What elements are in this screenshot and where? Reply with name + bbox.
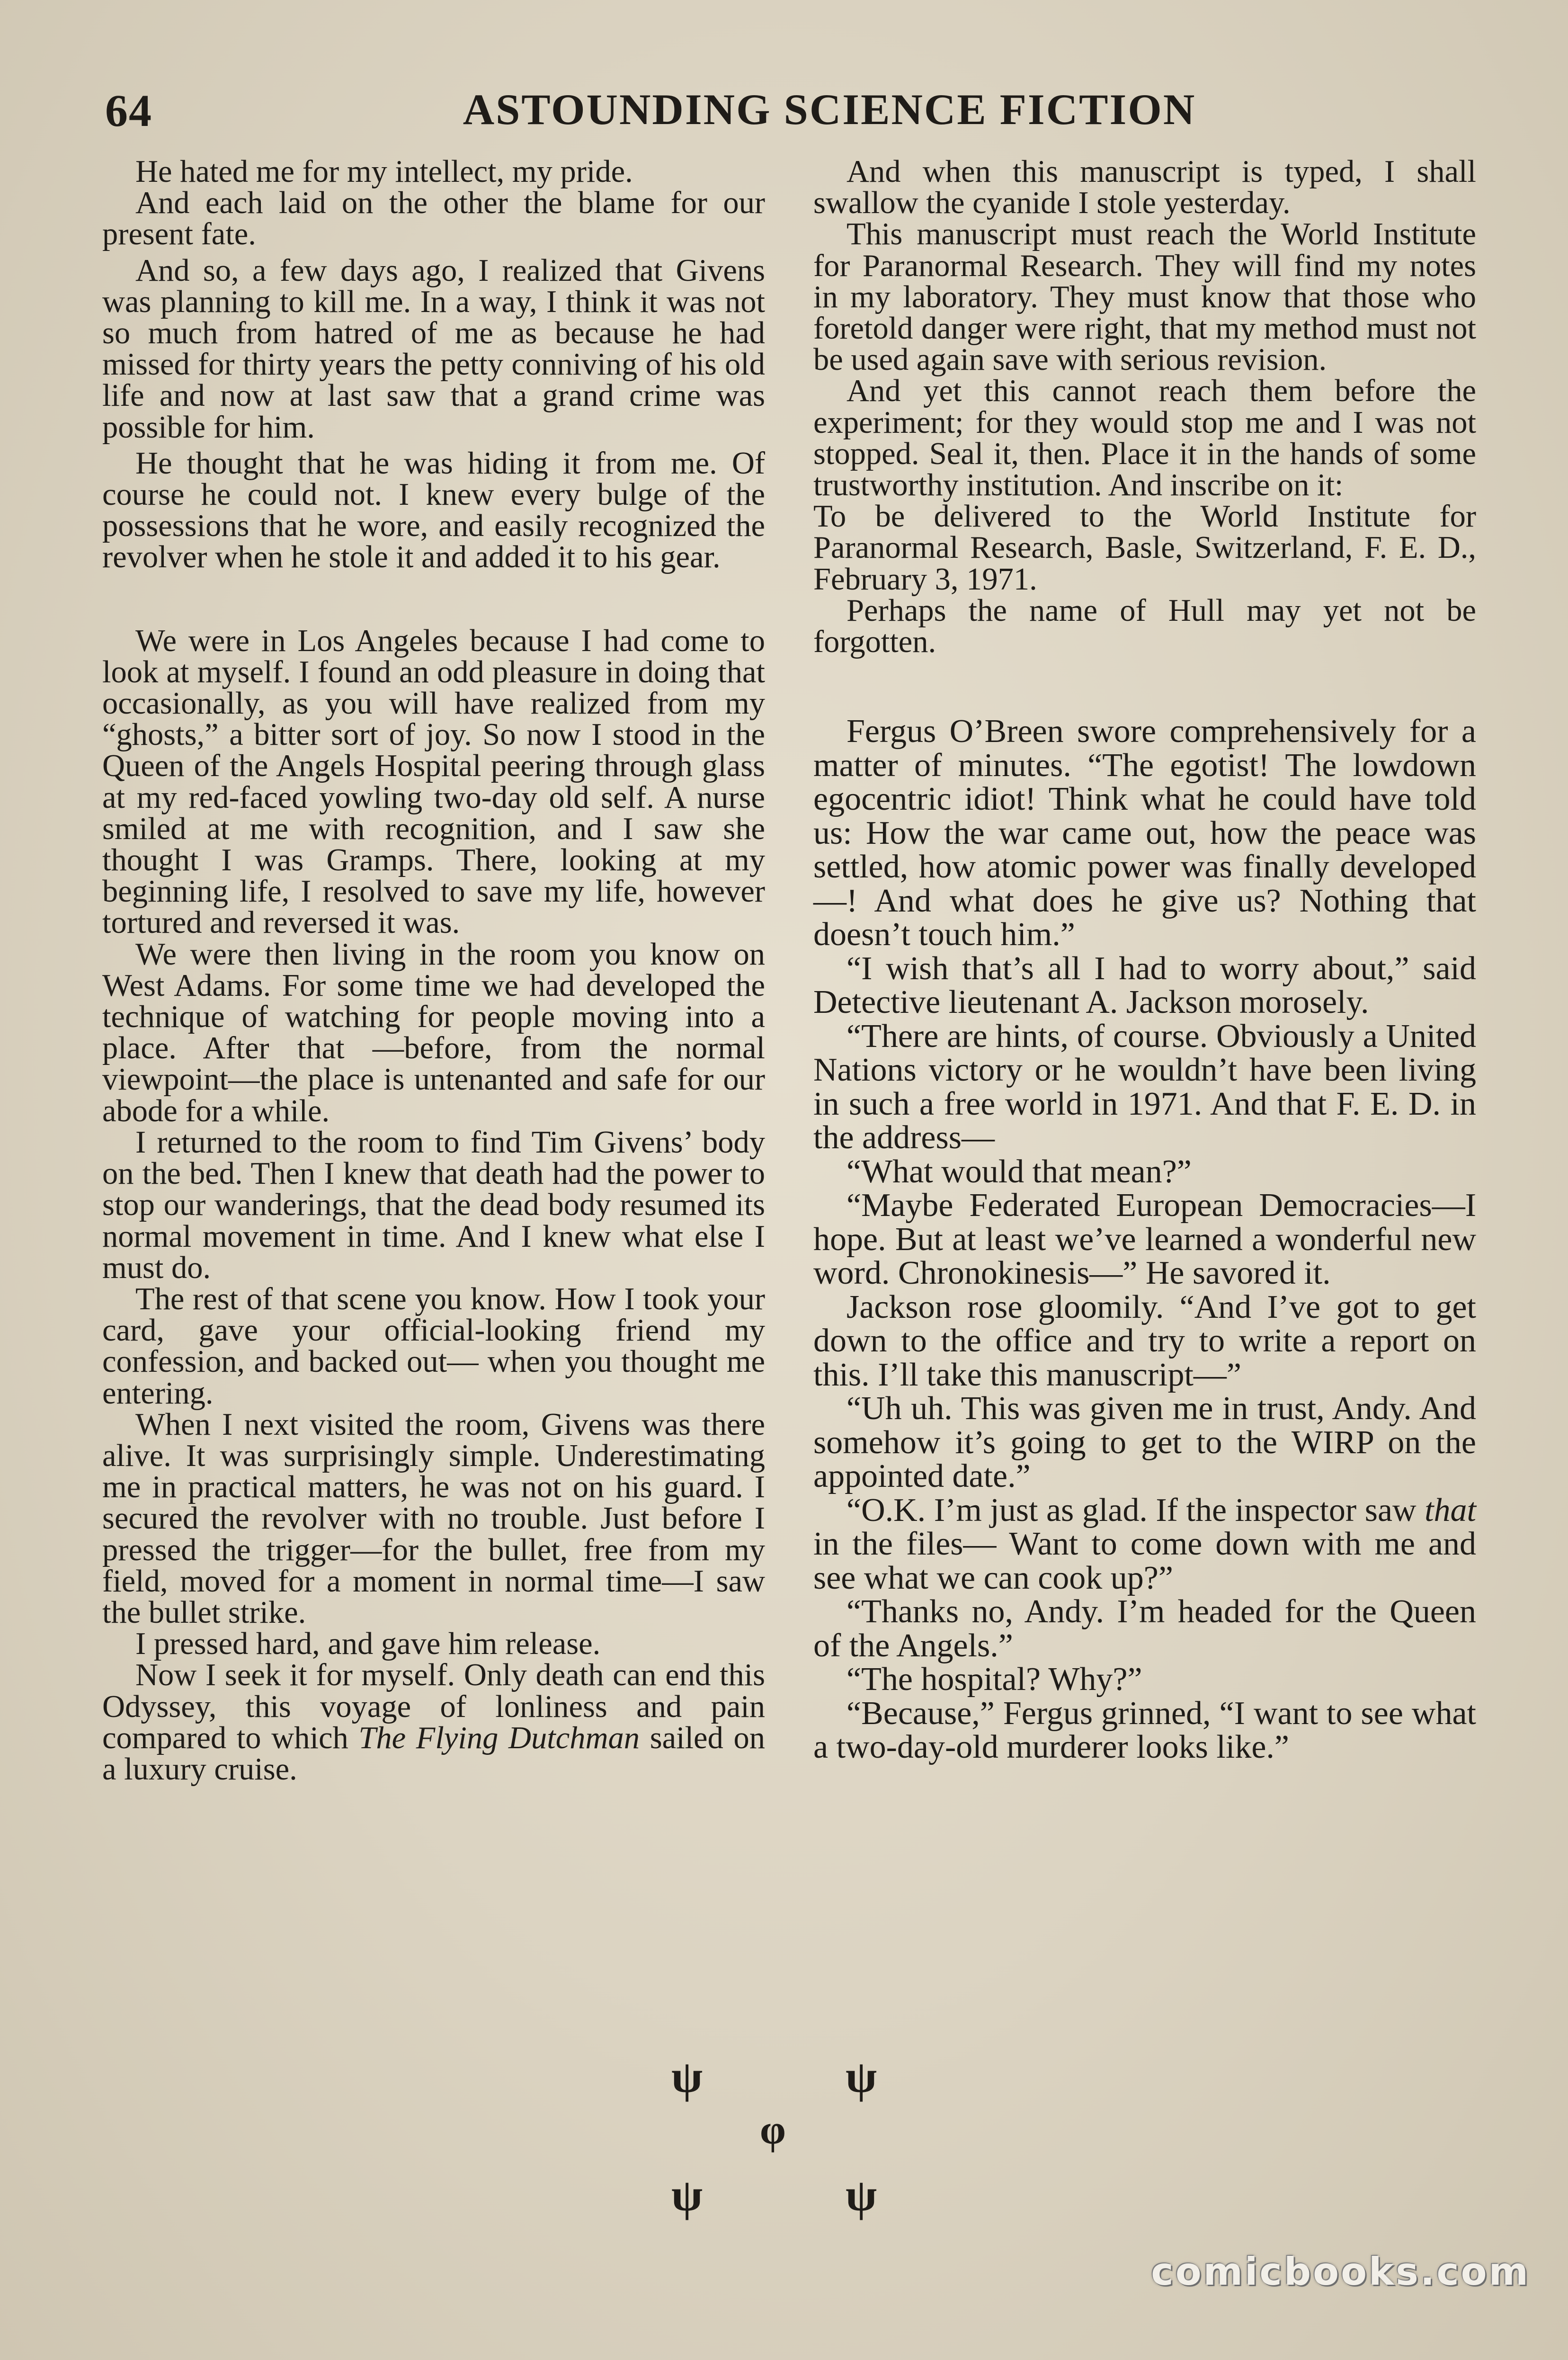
paragraph: Fergus O’Breen swore comprehensively for a matter of minutes. “The egotist! The lowdown egocentric idiot! Think what he could have told us: How the war came out, how the peace was settled, how atomic power was finally developed—! And what does he give us? Nothing that doesn’t touch him.” <box>813 713 1476 953</box>
italic-word: that <box>1425 1492 1476 1529</box>
paragraph: “There are hints, of course. Obviously a United Nations victory or he wouldn’t have been living in such a free world in 1971. And that F. E. D. in the address— <box>813 1018 1476 1156</box>
paragraph: “The hospital? Why?” <box>846 1661 1142 1698</box>
paragraph: I pressed hard, and gave him release. <box>135 1627 601 1662</box>
paragraph <box>102 1660 765 1785</box>
end-ornament <box>615 2050 947 2240</box>
italic-title: The Flying Dutchman <box>358 1720 640 1755</box>
paragraph: And each laid on the other the blame for our present fate. <box>102 186 765 252</box>
watermark: comicbooks.com <box>1151 2250 1530 2294</box>
page-header <box>105 71 1488 137</box>
ornament-psi-icon: ψ <box>846 2170 877 2220</box>
inscription: To be delivered to the World Institute for Paranormal Research, Basle, Switzerland, F. E. D., February 3, 1971. <box>813 499 1476 597</box>
paragraph-text: Now I seek it for myself. Only death can end this Odyssey, this voyage of lonliness and pain compared to which <box>102 1658 765 1755</box>
paragraph: “I wish that’s all I had to worry about,” said Detective lieutenant A. Jackson morosely. <box>813 950 1476 1021</box>
right-column <box>813 156 1476 1764</box>
paragraph: And when this manuscript is typed, I shall swallow the cyanide I stole yesterday. <box>813 154 1476 221</box>
ornament-psi-icon: ψ <box>671 2170 703 2220</box>
paragraph <box>813 1493 1476 1595</box>
paragraph: Jackson rose gloomily. “And I’ve got to get down to the office and try to write a report on this. I’ll take this manuscript—” <box>813 1288 1476 1393</box>
paragraph: Perhaps the name of Hull may yet not be forgotten. <box>813 593 1476 660</box>
left-column <box>102 156 765 1785</box>
ornament-psi-icon: ψ <box>846 2051 877 2102</box>
paragraph: We were then living in the room you know on West Adams. For some time we had developed the technique of watching for people moving into a place. After that —before, from the normal viewpoint—the place is untenanted and safe for our abode for a while. <box>102 937 765 1128</box>
paragraph: “Uh uh. This was given me in trust, Andy. And somehow it’s going to get to the WIRP on the appointed date.” <box>813 1390 1476 1495</box>
paragraph: And so, a few days ago, I realized that Givens was planning to kill me. In a way, I think it was not so much from hatred of me as because he had missed for thirty years the petty conniving of his old life and now at last saw that a grand crime was possible for him. <box>102 253 765 445</box>
running-head: ASTOUNDING SCIENCE FICTION <box>463 85 1196 134</box>
paragraph-text: “O.K. I’m just as glad. If the inspector saw <box>846 1492 1425 1529</box>
ornament-psi-icon: ψ <box>671 2051 703 2102</box>
paragraph: And yet this cannot reach them before the experiment; for they would stop me and I was not stopped. Seal it, then. Place it in the hands of some trustworthy institution. And inscribe on it: <box>813 374 1476 503</box>
paragraph-text: sailed on a luxury cruise. <box>102 1720 765 1787</box>
paragraph: When I next visited the room, Givens was there alive. It was surprisingly simple. Underestimating me in practical matters, he was not on his guard. I secured the revolver with no trouble. Just before I pressed the trigger—for the bullet, free from my field, moved for a moment in normal time—I saw the bullet strike. <box>102 1407 765 1630</box>
paragraph: He thought that he was hiding it from me. Of course he could not. I knew every bulge of the possessions that he wore, and easily recognized the revolver when he stole it and added it to his gear. <box>102 446 765 575</box>
paragraph: “What would that mean?” <box>846 1153 1192 1190</box>
paragraph: “Because,” Fergus grinned, “I want to see what a two-day-old murderer looks like.” <box>813 1695 1476 1766</box>
ornament-phi-icon: φ <box>760 2107 786 2153</box>
paragraph: We were in Los Angeles because I had come to look at myself. I found an odd pleasure in doing that occasionally, as you will have realized from my “ghosts,” a bitter sort of joy. So now I stood in the Queen of the Angels Hospital peering through glass at my red-faced yowling two-day old self. A nurse smiled at me with recognition, and I saw she thought I was Gramps. There, looking at my beginning life, I resolved to save my life, however tortured and reversed it was. <box>102 623 765 940</box>
page-number: 64 <box>105 85 152 136</box>
paragraph: He hated me for my intellect, my pride. <box>135 154 633 189</box>
paragraph: This manuscript must reach the World Institute for Paranormal Research. They will find my notes in my laboratory. They must know that those who foretold danger were right, that my method must not be used again save with serious revision. <box>813 217 1476 377</box>
paragraph: “Maybe Federated European Democracies—I hope. But at least we’ve learned a wonderful new word. Chronokinesis—” He savored it. <box>813 1187 1476 1292</box>
paragraph-text: in the files— Want to come down with me and see what we can cook up?” <box>813 1526 1476 1596</box>
paragraph: I returned to the room to find Tim Givens’ body on the bed. Then I knew that death had the power to stop our wanderings, that the dead body resumed its normal movement in time. And I knew what else I must do. <box>102 1125 765 1285</box>
paragraph: “Thanks no, Andy. I’m headed for the Queen of the Angels.” <box>813 1593 1476 1664</box>
paragraph: The rest of that scene you know. How I took your card, gave your official-looking friend my confession, and backed out— when you thought me entering. <box>102 1281 765 1411</box>
